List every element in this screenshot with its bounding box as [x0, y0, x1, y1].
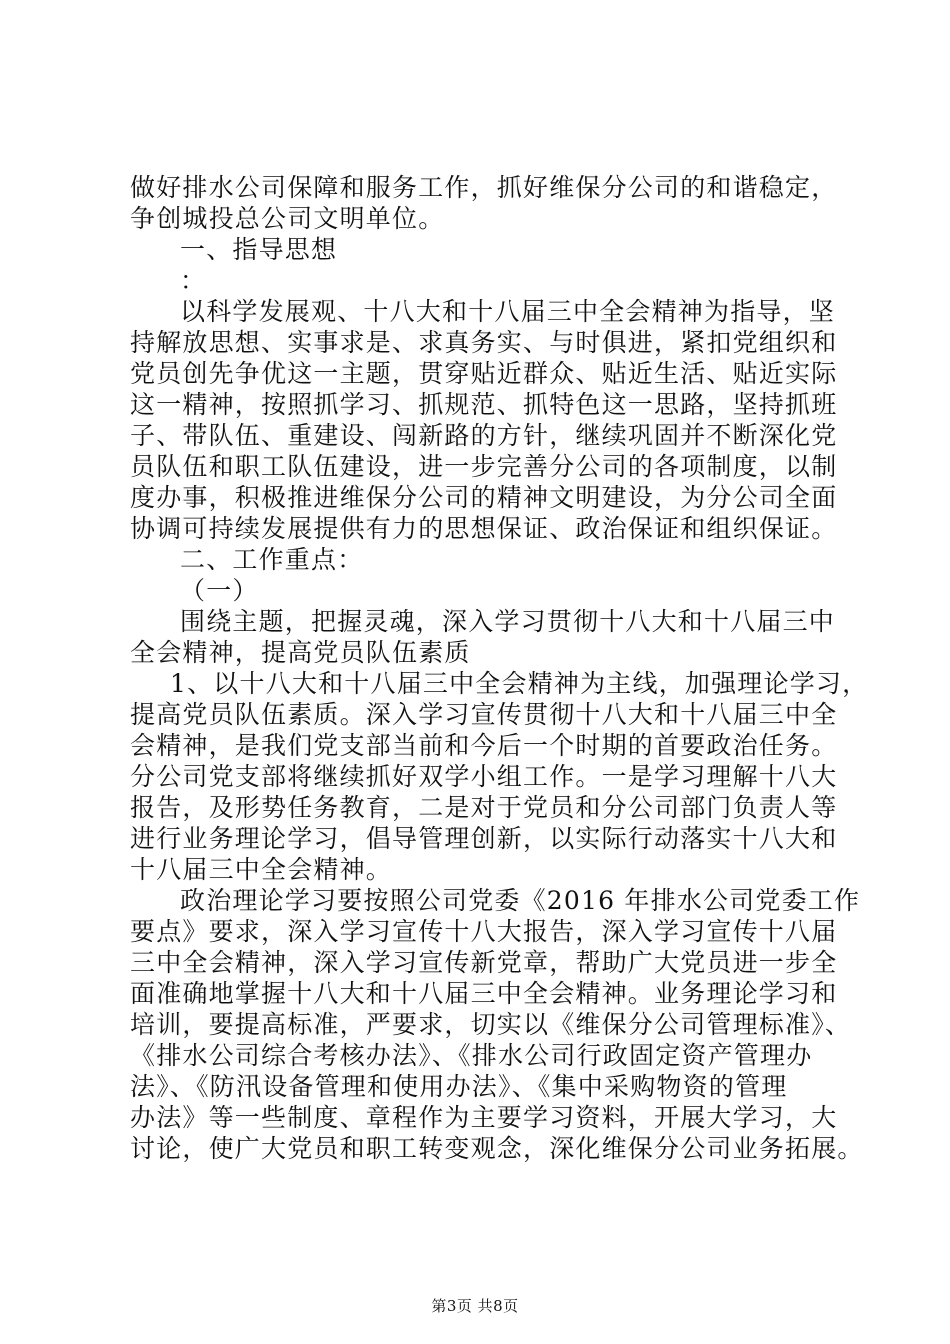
- text-line: 子、带队伍、重建设、闯新路的方针，继续巩固并不断深化党: [130, 421, 838, 450]
- text-line: 办法》等一些制度、章程作为主要学习资料，开展大学习，大: [130, 1103, 838, 1132]
- text-line: 提高党员队伍素质。深入学习宣传贯彻十八大和十八届三中全: [130, 700, 838, 729]
- text-line: 协调可持续发展提供有力的思想保证、政治保证和组织保证。: [130, 514, 838, 543]
- text-line: 讨论，使广大党员和职工转变观念，深化维保分公司业务拓展。: [130, 1134, 864, 1163]
- text-line: 三中全会精神，深入学习宣传新党章，帮助广大党员进一步全: [130, 948, 838, 977]
- text-line: 以科学发展观、十八大和十八届三中全会精神为指导，坚: [180, 297, 836, 326]
- text-line: 争创城投总公司文明单位。: [130, 204, 445, 233]
- text-line: 做好排水公司保障和服务工作，抓好维保分公司的和谐稳定，: [130, 173, 838, 202]
- text-line: 员队伍和职工队伍建设，进一步完善分公司的各项制度，以制: [130, 452, 838, 481]
- subsection-title: 围绕主题，把握灵魂，深入学习贯彻十八大和十八届三中: [180, 607, 836, 636]
- text-line: 政治理论学习要按照公司党委《2016 年排水公司党委工作: [180, 886, 861, 915]
- section-heading: 二、工作重点：: [180, 545, 364, 574]
- text-line: 报告，及形势任务教育，二是对于党员和分公司部门负责人等: [130, 793, 838, 822]
- text-line: 持解放思想、实事求是、求真务实、与时俱进，紧扣党组织和: [130, 328, 838, 357]
- text-line: ：: [180, 266, 207, 295]
- text-line: 法》、《防汛设备管理和使用办法》、《集中采购物资的管理: [130, 1072, 788, 1101]
- document-body: [130, 172, 869, 1164]
- section-heading: 一、指导思想: [180, 235, 338, 264]
- text-line: 分公司党支部将继续抓好双学小组工作。一是学习理解十八大: [130, 762, 838, 791]
- text-line: 这一精神，按照抓学习、抓规范、抓特色这一思路，坚持抓班: [130, 390, 838, 419]
- subsection-title: 全会精神，提高党员队伍素质: [130, 638, 471, 667]
- text-line: 会精神，是我们党支部当前和今后一个时期的首要政治任务。: [130, 731, 838, 760]
- text-line: 党员创先争优这一主题，贯穿贴近群众、贴近生活、贴近实际: [130, 359, 838, 388]
- text-line: 1、以十八大和十八届三中全会精神为主线，加强理论学习，: [170, 669, 869, 698]
- subsection-number: （一）: [180, 576, 259, 605]
- page-number-footer: 第3页 共8页: [431, 1297, 519, 1315]
- text-line: 进行业务理论学习，倡导管理创新，以实际行动落实十八大和: [130, 824, 838, 853]
- text-line: 面准确地掌握十八大和十八届三中全会精神。业务理论学习和: [130, 979, 838, 1008]
- text-line: 要点》要求，深入学习宣传十八大报告，深入学习宣传十八届: [130, 917, 838, 946]
- text-line: 《排水公司综合考核办法》、《排水公司行政固定资产管理办: [130, 1041, 813, 1070]
- text-line: 培训，要提高标准，严要求，切实以《维保分公司管理标准》、: [130, 1010, 852, 1039]
- text-line: 十八届三中全会精神。: [130, 855, 393, 884]
- text-line: 度办事，积极推进维保分公司的精神文明建设，为分公司全面: [130, 483, 838, 512]
